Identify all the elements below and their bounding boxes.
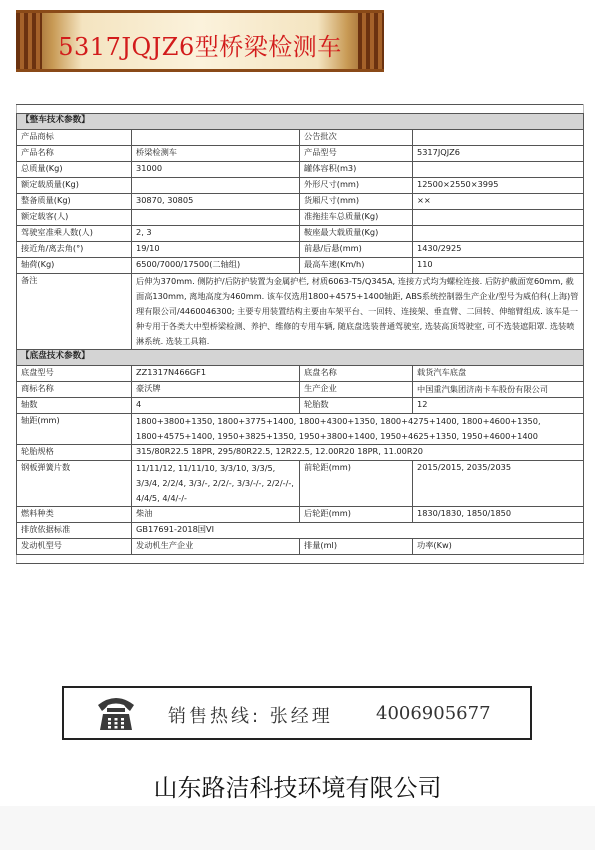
field-label: 准拖挂车总质量(Kg) (300, 210, 413, 226)
spacer-row (17, 105, 584, 114)
field-label: 产品名称 (17, 146, 132, 162)
field-label: 底盘名称 (300, 366, 413, 382)
field-label: 商标名称 (17, 382, 132, 398)
spacer-cell (17, 555, 584, 564)
field-label: 罐体容积(m3) (300, 162, 413, 178)
field-value: 2, 3 (132, 226, 300, 242)
field-value (413, 162, 584, 178)
field-label: 公告批次 (300, 130, 413, 146)
field-value: 5317JQJZ6 (413, 146, 584, 162)
spring-value: 11/11/12, 11/11/10, 3/3/10, 3/3/5, 3/3/4, 2/2/4, 3/3/-, 2/2/-, 3/3/-/-, 2/2/-/-, 4/4/5, 4/4/-/- (132, 461, 300, 507)
field-value: 12 (413, 398, 584, 414)
page-title: 5317JQJZ6型桥梁检测车 (58, 33, 342, 61)
field-value (413, 210, 584, 226)
field-label: 前轮距(mm) (300, 461, 413, 507)
field-label: 功率(Kw) (413, 539, 584, 555)
section-title: 【整车技术参数】 (17, 114, 584, 130)
field-value: 12500×2550×3995 (413, 178, 584, 194)
field-value: 19/10 (132, 242, 300, 258)
field-value: 6500/7000/17500(二轴组) (132, 258, 300, 274)
telephone-icon (94, 693, 138, 737)
table-row (17, 178, 584, 194)
spacer-row (17, 555, 584, 564)
spring-row (17, 461, 584, 507)
field-value: 桥梁检测车 (132, 146, 300, 162)
sales-hotline-box (62, 686, 532, 740)
field-value: 豪沃牌 (132, 382, 300, 398)
field-label: 接近角/离去角(°) (17, 242, 132, 258)
field-value: 中国重汽集团济南卡车股份有限公司 (413, 382, 584, 398)
field-label: 轴荷(Kg) (17, 258, 132, 274)
field-label: 轮胎规格 (17, 445, 132, 461)
table-row (17, 382, 584, 398)
hotline-number[interactable]: 4006905677 (376, 703, 491, 724)
field-label: 额定载客(人) (17, 210, 132, 226)
field-value (413, 226, 584, 242)
table-row (17, 130, 584, 146)
section-header-row (17, 114, 584, 130)
field-value: ×× (413, 194, 584, 210)
field-value (132, 210, 300, 226)
spacer-cell (17, 105, 584, 114)
table-row (17, 194, 584, 210)
field-label: 总质量(Kg) (17, 162, 132, 178)
field-value: 30870, 30805 (132, 194, 300, 210)
field-label: 排量(ml) (300, 539, 413, 555)
section-header-row (17, 350, 584, 366)
tire-row (17, 445, 584, 461)
field-value: 1430/2925 (413, 242, 584, 258)
fuel-row (17, 507, 584, 523)
section-title: 【底盘技术参数】 (17, 350, 584, 366)
field-label: 轮胎数 (300, 398, 413, 414)
field-value (413, 130, 584, 146)
table-row (17, 242, 584, 258)
emission-row (17, 523, 584, 539)
field-value: 柴油 (132, 507, 300, 523)
field-value: 载货汽车底盘 (413, 366, 584, 382)
field-label: 备注 (17, 274, 132, 350)
remark-text: 后伸为370mm. 侧防护/后防护装置为金属护栏, 材质6063-T5/Q345A, 连接方式均为螺栓连接. 后防护截面宽60mm, 截面高130mm, 离地高度为460mm. 该车仅选用1800+4575+1400轴距, ABS系统控制器生产企业/型号为威伯科(上海)管理有限公司/4460046300; 主要专用装置结构主要由车架平台、一回转、连接架、垂直臂、二回转、伸缩臂组成. 该车是一种专用于各类大中型桥梁检测、养护、维修的专用车辆, 随底盘选装普通驾驶室, 选装高顶驾驶室, 可不选装遮阳罩. 选装喷淋系统. 选装工具箱. (132, 274, 584, 350)
field-value: ZZ1317N466GF1 (132, 366, 300, 382)
field-value (132, 130, 300, 146)
field-label: 轴距(mm) (17, 414, 132, 445)
field-label: 底盘型号 (17, 366, 132, 382)
field-label: 货厢尺寸(mm) (300, 194, 413, 210)
remark-row (17, 274, 584, 350)
field-label: 生产企业 (300, 382, 413, 398)
field-value: 2015/2015, 2035/2035 (413, 461, 584, 507)
field-label: 最高车速(Km/h) (300, 258, 413, 274)
table-row (17, 210, 584, 226)
field-label: 后轮距(mm) (300, 507, 413, 523)
field-label: 产品商标 (17, 130, 132, 146)
field-label: 产品型号 (300, 146, 413, 162)
bottom-band (0, 806, 595, 850)
field-label: 前悬/后悬(mm) (300, 242, 413, 258)
engine-header-row (17, 539, 584, 555)
field-label: 发动机型号 (17, 539, 132, 555)
emission-value: GB17691-2018国VI (132, 523, 584, 539)
field-label: 钢板弹簧片数 (17, 461, 132, 507)
hotline-label: 销售热线: 张经理 (168, 706, 333, 727)
table-row (17, 146, 584, 162)
company-name: 山东路洁科技环境有限公司 (153, 774, 442, 802)
table-row (17, 258, 584, 274)
field-value: 4 (132, 398, 300, 414)
spec-table (16, 104, 584, 564)
table-row (17, 366, 584, 382)
field-value: 110 (413, 258, 584, 274)
field-value: 31000 (132, 162, 300, 178)
table-row (17, 162, 584, 178)
title-banner (16, 10, 384, 72)
field-label: 排放依据标准 (17, 523, 132, 539)
field-label: 轴数 (17, 398, 132, 414)
field-label: 驾驶室准乘人数(人) (17, 226, 132, 242)
field-label: 鞍座最大载质量(Kg) (300, 226, 413, 242)
field-label: 燃料种类 (17, 507, 132, 523)
field-label: 额定载质量(Kg) (17, 178, 132, 194)
table-row (17, 226, 584, 242)
table-row (17, 398, 584, 414)
field-label: 发动机生产企业 (132, 539, 300, 555)
wheelbase-value: 1800+3800+1350, 1800+3775+1400, 1800+4300+1350, 1800+4275+1400, 1800+4600+1350, 1800+4575+1400, 1950+3825+1350, 1950+3800+1400, 1950+4625+1350, 1950+4600+1400 (132, 414, 584, 445)
wheelbase-row (17, 414, 584, 445)
field-label: 整备质量(Kg) (17, 194, 132, 210)
tire-value: 315/80R22.5 18PR, 295/80R22.5, 12R22.5, 12.00R20 18PR, 11.00R20 (132, 445, 584, 461)
field-value (132, 178, 300, 194)
field-value: 1830/1830, 1850/1850 (413, 507, 584, 523)
field-label: 外形尺寸(mm) (300, 178, 413, 194)
